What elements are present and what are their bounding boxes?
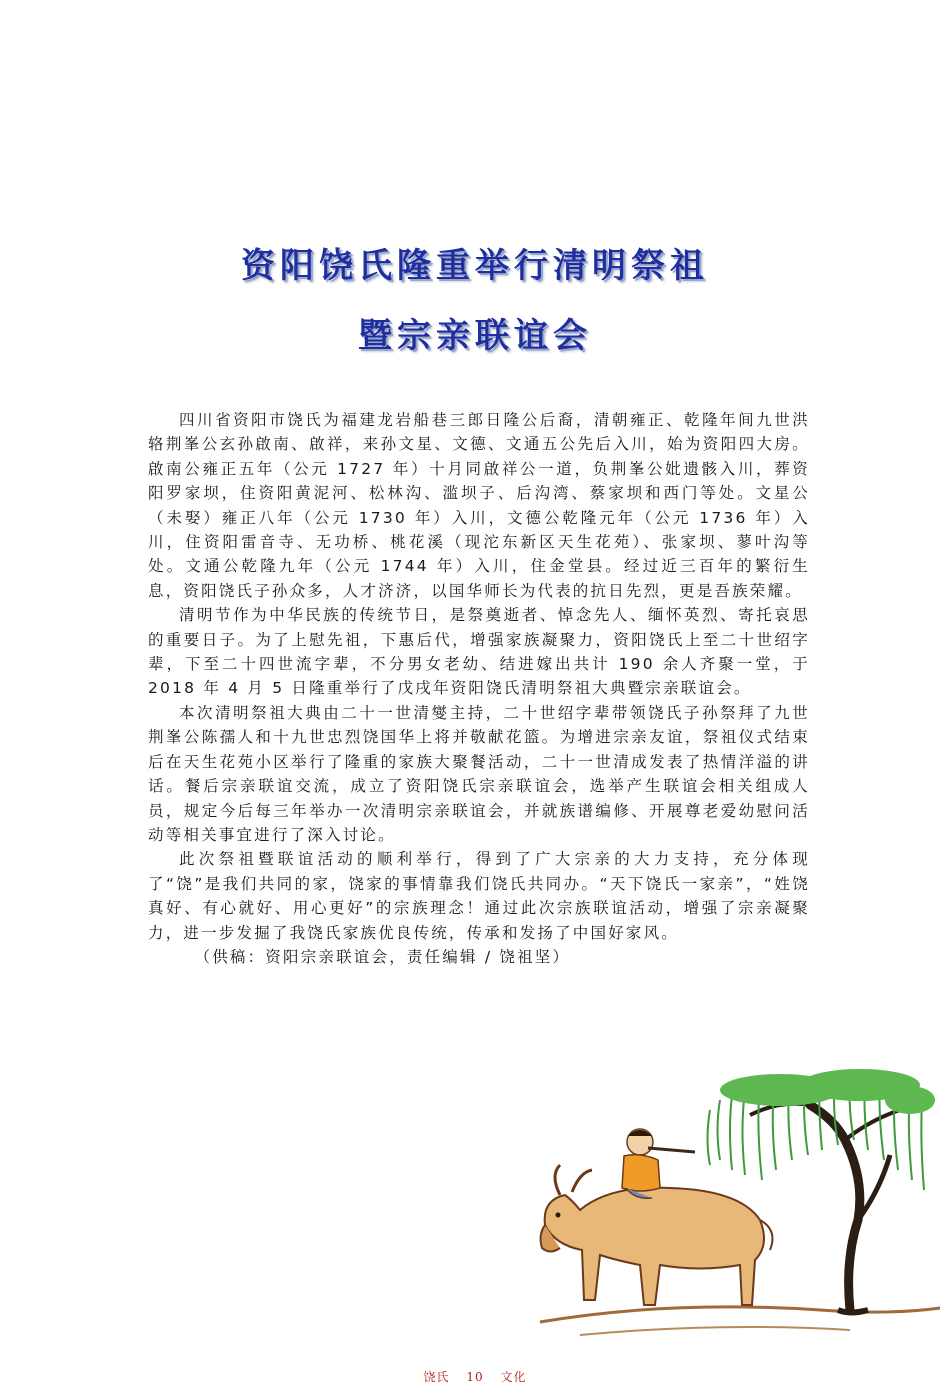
paragraph: 此次祭祖暨联谊活动的顺利举行，得到了广大宗亲的大力支持，充分体现了“饶”是我们共同的家，饶家的事情靠我们饶氏共同办。“天下饶氏一家亲”，“姓饶真好、有心就好、用心更好”的宗族理念！通过此次宗族联谊活动，增强了宗亲凝聚力，进一步发掘了我饶氏家族优良传统，传承和发扬了中国好家风。 xyxy=(148,850,810,942)
page-footer xyxy=(0,1368,950,1385)
article-credit: （供稿：资阳宗亲联谊会，责任编辑 / 饶祖坚） xyxy=(194,947,571,966)
paragraph: 清明节作为中华民族的传统节日，是祭奠逝者、悼念先人、缅怀英烈、寄托哀思的重要日子。为了上慰先祖，下惠后代，增强家族凝聚力，资阳饶氏上至二十世绍字辈，下至二十四世流字辈，不分男女老幼、结进嫁出共计 190 余人齐聚一堂，于 2018 年 4 月 5 日隆重举行了戊戌年资阳饶氏清明祭祖大典暨宗亲联谊会。 xyxy=(148,606,810,698)
title-line-2: 暨宗亲联谊会 xyxy=(358,316,592,356)
paragraph: 四川省资阳市饶氏为福建龙岩船巷三郎日隆公后裔，清朝雍正、乾隆年间九世洪辂荆峯公玄孙啟南、啟祥，来孙文星、文德、文通五公先后入川，始为资阳四大房。啟南公雍正五年（公元 1727 年）十月同啟祥公一道，负荆峯公妣遗骸入川，葬资阳罗家坝，住资阳黄泥河、松林沟、滥坝子、后沟湾、蔡家坝和西门等处。文星公（未娶）雍正八年（公元 1730 年）入川，文德公乾隆元年（公元 1736 年）入川，住资阳雷音寺、无功桥、桃花溪（现沱东新区天生花苑）、张家坝、蓼叶沟等处。文通公乾隆九年（公元 1744 年）入川，住金堂县。经过近三百年的繁衍生息，资阳饶氏子孙众多，人才济济，以国华师长为代表的抗日先烈，更是吾族荣耀。 xyxy=(148,411,810,600)
title-line-1: 资阳饶氏隆重举行清明祭祖 xyxy=(241,246,709,286)
page-number: 10 xyxy=(466,1370,484,1384)
article-body xyxy=(148,408,810,969)
footer-section-name: 文化 xyxy=(500,1370,527,1384)
boy-riding-ox-illustration xyxy=(520,1060,945,1345)
footer-magazine-name: 饶氏 xyxy=(423,1370,450,1384)
paragraph: 本次清明祭祖大典由二十一世清燮主持，二十世绍字辈带领饶氏子孙祭拜了九世荆峯公陈孺人和十九世忠烈饶国华上将并敬献花篮。为增进宗亲友谊，祭祖仪式结束后在天生花苑小区举行了隆重的家族大聚餐活动，二十一世清成发表了热情洋溢的讲话。餐后宗亲联谊交流，成立了资阳饶氏宗亲联谊会，选举产生联谊会相关组成人员，规定今后每三年举办一次清明宗亲联谊会，并就族谱编修、开展尊老爱幼慰问活动等相关事宜进行了深入讨论。 xyxy=(148,703,810,844)
